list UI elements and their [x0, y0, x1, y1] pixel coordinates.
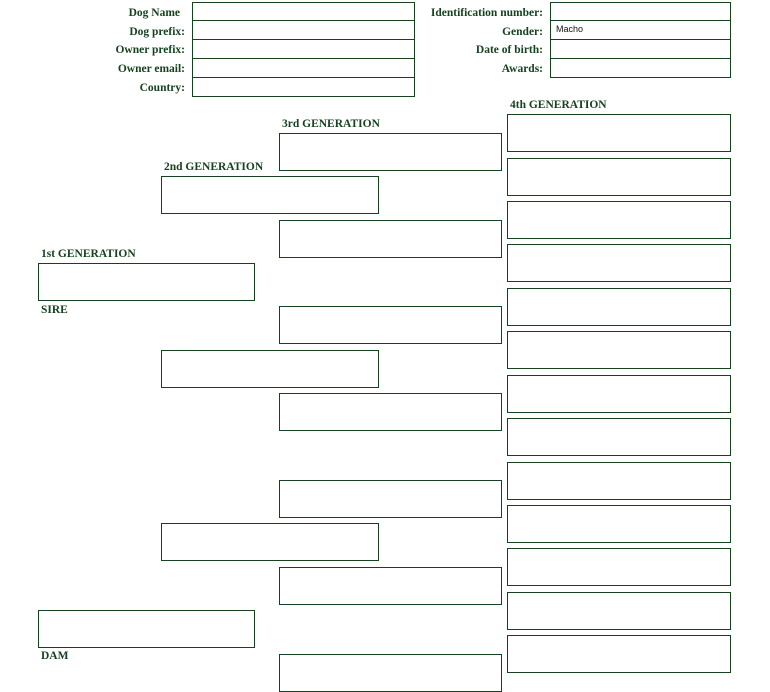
gen1-sire-box[interactable] [38, 263, 255, 301]
owner-prefix-label: Owner prefix: [115, 44, 185, 56]
gender-label: Gender: [502, 26, 543, 38]
gen2-heading: 2nd GENERATION [164, 161, 264, 173]
gen4-box[interactable] [507, 548, 731, 586]
gender-field[interactable]: Macho [550, 21, 731, 40]
gen3-box[interactable] [279, 220, 502, 258]
owner-prefix-field[interactable] [192, 40, 415, 59]
identification-number-field[interactable] [550, 2, 731, 21]
identification-number-label: Identification number: [430, 7, 543, 19]
owner-email-field[interactable] [192, 59, 415, 78]
date-of-birth-label: Date of birth: [475, 44, 543, 56]
gen3-box[interactable] [279, 393, 502, 431]
sire-label: SIRE [41, 304, 68, 316]
gen4-box[interactable] [507, 418, 731, 456]
date-of-birth-field[interactable] [550, 40, 731, 59]
gen2-box[interactable] [161, 176, 379, 214]
country-label: Country: [139, 82, 185, 94]
gen4-heading: 4th GENERATION [510, 99, 607, 111]
gen4-box[interactable] [507, 201, 731, 239]
gen2-box[interactable] [161, 350, 379, 388]
awards-field[interactable] [550, 59, 731, 78]
gen4-box[interactable] [507, 331, 731, 369]
gen3-heading: 3rd GENERATION [282, 118, 380, 130]
dog-prefix-field[interactable] [192, 21, 415, 40]
gen4-box[interactable] [507, 635, 731, 673]
gen2-box[interactable] [161, 523, 379, 561]
gen3-box[interactable] [279, 480, 502, 518]
gen4-box[interactable] [507, 114, 731, 152]
dog-name-label: Dog Name [128, 7, 180, 19]
gen4-box[interactable] [507, 505, 731, 543]
dam-label: DAM [41, 650, 69, 662]
country-field[interactable] [192, 78, 415, 97]
dog-name-field[interactable] [192, 2, 415, 21]
gen4-box[interactable] [507, 244, 731, 282]
gen4-box[interactable] [507, 592, 731, 630]
owner-email-label: Owner email: [117, 63, 185, 75]
gen4-box[interactable] [507, 375, 731, 413]
gen4-box[interactable] [507, 288, 731, 326]
gen1-dam-box[interactable] [38, 610, 255, 648]
gen3-box[interactable] [279, 567, 502, 605]
awards-label: Awards: [501, 63, 543, 75]
gen4-box[interactable] [507, 462, 731, 500]
dog-prefix-label: Dog prefix: [129, 26, 185, 38]
gen4-box[interactable] [507, 158, 731, 196]
gen1-heading: 1st GENERATION [41, 248, 136, 260]
gen3-box[interactable] [279, 306, 502, 344]
gen3-box[interactable] [279, 133, 502, 171]
